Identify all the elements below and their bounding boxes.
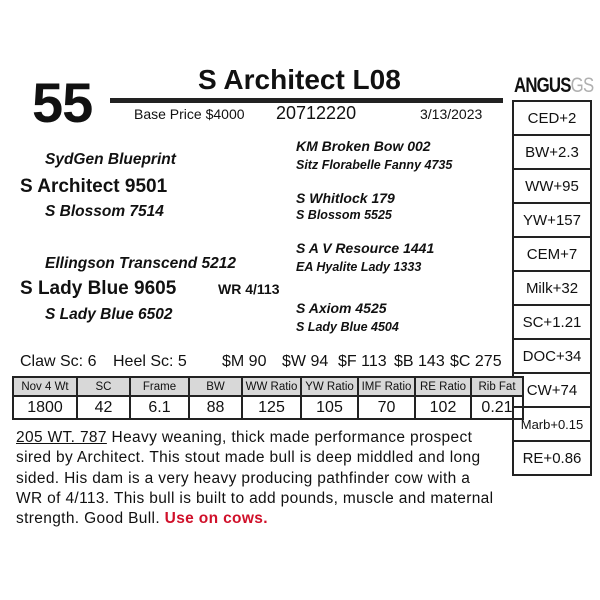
index-w: $W 94	[282, 353, 329, 370]
lot-number: 55	[32, 71, 93, 134]
ss-sire: KM Broken Bow 002	[296, 138, 431, 154]
dd-dam: S Lady Blue 4504	[296, 320, 399, 334]
ss-dam: Sitz Florabelle Fanny 4735	[296, 158, 453, 172]
perf-header: Nov 4 Wt	[13, 377, 77, 396]
description-body: Heavy weaning, thick made performance prospect sired by Architect. This stout made bull is deep middled and long sided. His dam is a very heavy producing pathfinder cow with a WR of 4/113. This bull is built to add pounds, muscle and maternal strength. Good Bull.	[16, 429, 494, 528]
sire: S Architect 9501	[20, 176, 168, 197]
score-claw: Claw Sc: 6	[20, 353, 97, 370]
epd-doc: DOC+34	[514, 340, 590, 374]
epd-marb: Marb+0.15	[514, 408, 590, 442]
epd-ww: WW+95	[514, 170, 590, 204]
perf-header: BW	[189, 377, 242, 396]
perf-value: 88	[189, 396, 242, 419]
perf-header: RE Ratio	[415, 377, 471, 396]
index-f: $F 113	[338, 353, 387, 370]
perf-header: SC	[77, 377, 130, 396]
epd-milk: Milk+32	[514, 272, 590, 306]
perf-header: Rib Fat	[471, 377, 523, 396]
score-heel: Heel Sc: 5	[113, 353, 187, 370]
perf-value: 6.1	[130, 396, 189, 419]
perf-value: 105	[301, 396, 358, 419]
base-price: Base Price $4000	[134, 106, 245, 122]
performance-value-row	[13, 396, 523, 419]
gs-logo-text: GS	[570, 74, 594, 97]
sire-dam: S Blossom 7514	[45, 203, 164, 220]
lot-description	[16, 428, 496, 529]
index-b: $B 143	[394, 353, 445, 370]
ds-sire: S A V Resource 1441	[296, 240, 435, 256]
perf-value: 0.21	[471, 396, 523, 419]
index-m: $M 90	[222, 353, 267, 370]
epd-column	[512, 100, 592, 476]
epd-bw: BW+2.3	[514, 136, 590, 170]
perf-value: 42	[77, 396, 130, 419]
sire-sire: SydGen Blueprint	[45, 151, 176, 168]
perf-value: 125	[242, 396, 301, 419]
epd-cw: CW+74	[514, 374, 590, 408]
perf-value: 102	[415, 396, 471, 419]
epd-cem: CEM+7	[514, 238, 590, 272]
dam-sire: Ellingson Transcend 5212	[45, 255, 236, 272]
epd-re: RE+0.86	[522, 449, 582, 467]
epd-yw: YW+157	[514, 204, 590, 238]
perf-header: Frame	[130, 377, 189, 396]
index-c: $C 275	[450, 353, 502, 370]
perf-header: YW Ratio	[301, 377, 358, 396]
epd-sc: SC+1.21	[514, 306, 590, 340]
dam: S Lady Blue 9605	[20, 278, 177, 299]
perf-header: IMF Ratio	[358, 377, 415, 396]
ds-dam: EA Hyalite Lady 1333	[296, 260, 422, 274]
angus-logo-text: ANGUS	[514, 74, 571, 97]
perf-value: 70	[358, 396, 415, 419]
angus-gs-logo	[514, 74, 593, 98]
sd-sire: S Whitlock 179	[296, 190, 395, 206]
weaning-weight: 205 WT. 787	[16, 429, 107, 446]
dd-sire: S Axiom 4525	[296, 300, 387, 316]
perf-header: WW Ratio	[242, 377, 301, 396]
sd-dam: S Blossom 5525	[296, 208, 392, 222]
performance-header-row	[13, 377, 523, 396]
registration-number: 20712220	[276, 103, 357, 123]
birth-date: 3/13/2023	[420, 106, 483, 122]
epd-ced: CED+2	[514, 102, 590, 136]
dam-weaning-ratio: WR 4/113	[218, 281, 280, 297]
dam-dam: S Lady Blue 6502	[45, 306, 173, 323]
bull-name: S Architect L08	[198, 64, 401, 95]
use-on-cows-note: Use on cows.	[164, 510, 268, 528]
performance-table	[12, 376, 524, 420]
perf-value: 1800	[13, 396, 77, 419]
